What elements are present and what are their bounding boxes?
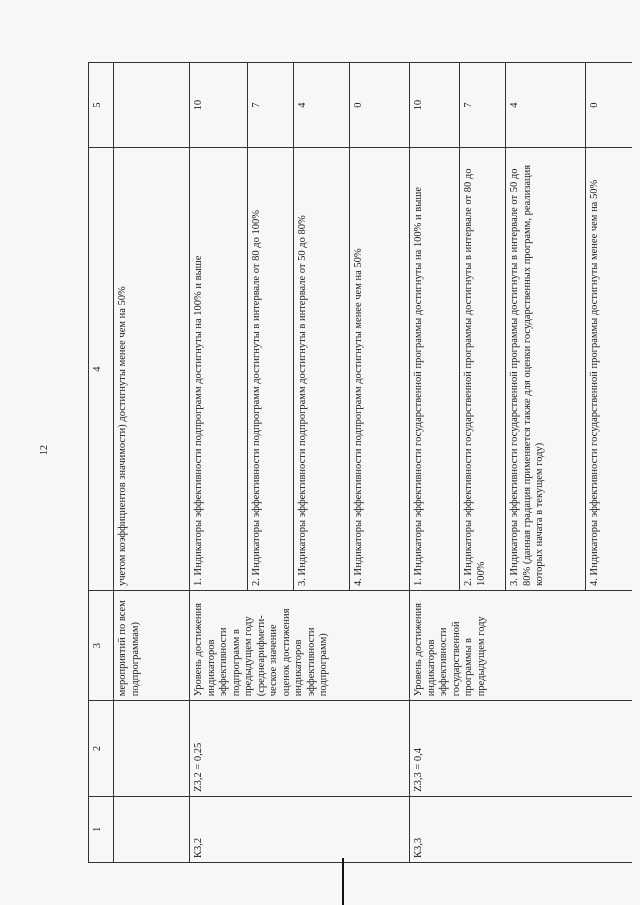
column-header: 1 [89,796,114,862]
formula-cell [114,701,190,797]
condition-cell: 2. Индикаторы эффективности государственной программы достигнуты в интервале от 80 до 100% [460,148,506,591]
score-cell: 7 [460,63,506,148]
column-header: 2 [89,701,114,797]
criterion-cell: мероприятий по всем подпрограммам) [114,590,190,700]
score-cell: 0 [586,63,633,148]
code-cell [114,796,190,862]
header-row [89,63,114,863]
score-cell [114,63,190,148]
condition-cell: 3. Индикаторы эффективности государственной программы достигнуты в интервале от 50 до 80% (данная градация применяется также для оценки государственных программ, реализация которых начата в текущем году) [506,148,586,591]
condition-cell: 2. Индикаторы эффективности подпрограмм достигнуты в интервале от 80 до 100% [248,148,294,591]
score-cell: 10 [410,63,460,148]
table-row [114,63,190,863]
table-row [190,63,248,863]
criterion-cell: Уровень достижения индикаторов эффективности государственной программы в предыдущем году [410,590,633,700]
condition-cell: 3. Индикаторы эффективности подпрограмм достигнуты в интервале от 50 до 80% [294,148,350,591]
code-cell: К3,2 [190,796,410,862]
score-cell: 10 [190,63,248,148]
formula-cell: Z3,2 = 0,25 [190,701,410,797]
condition-cell: 4. Индикаторы эффективности государственной программы достигнуты менее чем на 50% [586,148,633,591]
column-header: 4 [89,148,114,591]
score-cell: 4 [506,63,586,148]
table-row [410,63,460,863]
condition-cell: учетом коэффициентов значимости) достигнуты менее чем на 50% [114,148,190,591]
criterion-cell: Уровень достижения индикаторов эффективности подпрограмм в предыдущем году (среднеарифмети-ческое значение оценок достижения индикаторов эффективности подпрограмм) [190,590,410,700]
condition-cell: 4. Индикаторы эффективности подпрограмм достигнуты менее чем на 50% [350,148,410,591]
column-header: 3 [89,590,114,700]
score-cell: 0 [350,63,410,148]
score-cell: 4 [294,63,350,148]
criteria-table [88,62,632,863]
column-header: 5 [89,63,114,148]
rotated-table-area [88,62,632,863]
formula-cell: Z3,3 = 0,4 [410,701,633,797]
score-cell: 7 [248,63,294,148]
binding-mark [342,858,344,905]
code-cell: К3,3 [410,796,633,862]
page-number: 12 [39,445,50,455]
condition-cell: 1. Индикаторы эффективности подпрограмм достигнуты на 100% и выше [190,148,248,591]
condition-cell: 1. Индикаторы эффективности государственной программы достигнуты на 100% и выше [410,148,460,591]
